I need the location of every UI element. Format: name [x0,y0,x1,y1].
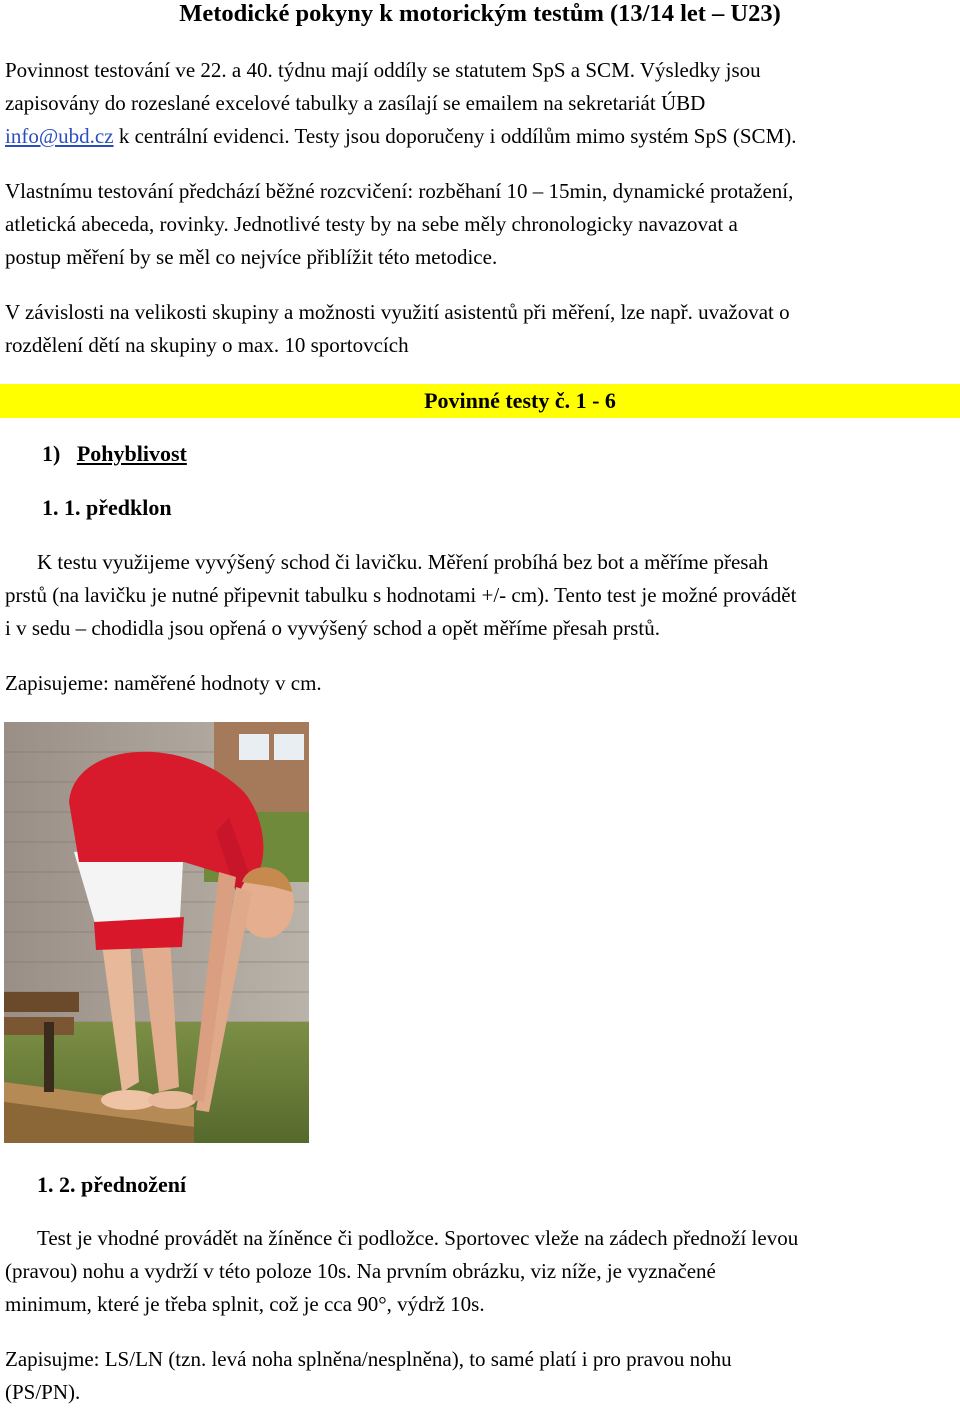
test-1-2-record-1: Zapisujme: LS/LN (tzn. levá noha splněna/nesplněna), to samé platí i pro pravou nohu [5,1347,732,1371]
groups-line-1: V závislosti na velikosti skupiny a možnosti využití asistentů při měření, lze např. uvažovat o [5,300,790,324]
intro-line-3-rest: k centrální evidenci. Testy jsou doporučeny i oddílům mimo systém SpS (SCM). [113,124,797,148]
intro-line-3 [5,120,956,154]
test-1-2-line-1: Test je vhodné provádět na žíněnce či podložce. Sportovec vleže na zádech přednoží levou [37,1226,799,1250]
test-1-1-record: Zapisujeme: naměřené hodnoty v cm. [5,671,322,695]
warmup-line-1: Vlastnímu testování předchází běžné rozcvičení: rozběhaní 10 – 15min, dynamické protažení, [5,179,794,203]
test-1-1-line-3: i v sedu – chodidla jsou opřená o vyvýšený schod a opět měříme přesah prstů. [5,616,660,640]
intro-line-1: Povinnost testování ve 22. a 40. týdnu mají oddíly se statutem SpS a SCM. Výsledky jsou [5,58,761,82]
mandatory-tests-banner-text: Povinné testy č. 1 - 6 [424,388,616,413]
test-1-2-line-3: minimum, které je třeba splnit, což je cca 90°, výdrž 10s. [5,1292,485,1316]
section-1-number: 1) [42,441,61,466]
test-1-1-heading: 1. 1. předklon [42,495,172,520]
document-title: Metodické pokyny k motorickým testům (13/14 let – U23) [179,0,781,27]
test-1-1-line-1: K testu využijeme vyvýšený schod či lavičku. Měření probíhá bez bot a měříme přesah [37,550,769,574]
test-1-2-line-2: (pravou) nohu a vydrží v této poloze 10s. Na prvním obrázku, viz níže, je vyznačené [5,1259,716,1283]
section-1-title: Pohyblivost [76,441,187,466]
intro-line-2: zapisovány do rozeslané excelové tabulky a zasílají se emailem na sekretariát ÚBD [5,91,706,115]
test-1-2-record-2: (PS/PN). [5,1380,81,1404]
warmup-line-3: postup měření by se měl co nejvíce přiblížit této metodice. [5,245,498,269]
email-link[interactable]: info@ubd.cz [5,124,114,148]
warmup-line-2: atletická abeceda, rovinky. Jednotlivé testy by na sebe měly chronologicky navazovat a [5,212,738,236]
test-1-1-line-2: prstů (na lavičku je nutné připevnit tabulku s hodnotami +/- cm). Tento test je možné provádět [5,583,797,607]
forward-bend-photo [4,722,309,1143]
groups-line-2: rozdělení dětí na skupiny o max. 10 sportovcích [5,333,409,357]
test-1-2-heading: 1. 2. přednožení [37,1172,187,1197]
section-1-heading [42,438,187,470]
